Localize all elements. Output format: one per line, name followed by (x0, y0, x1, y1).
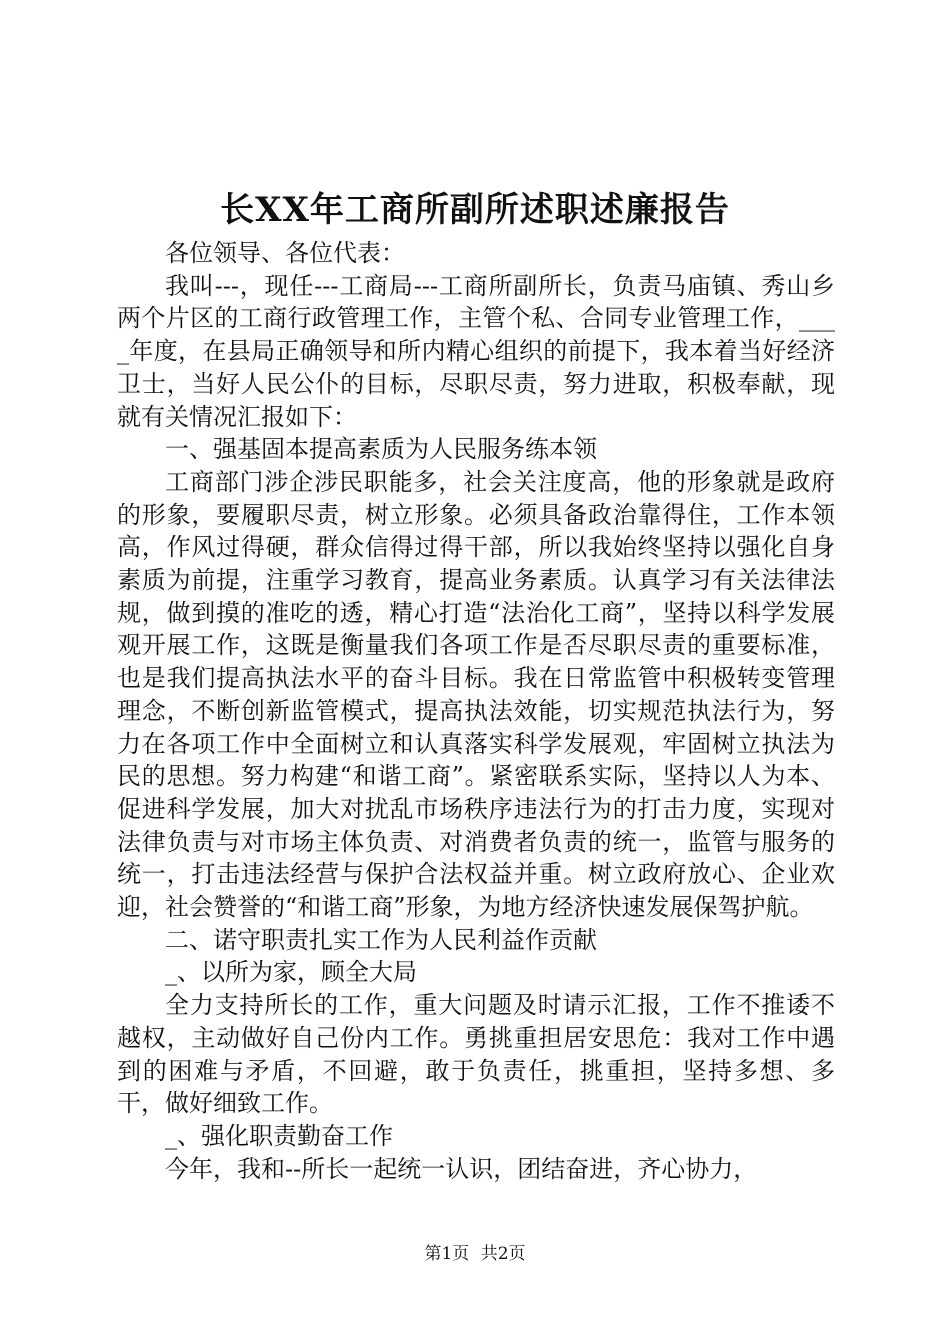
section-heading-1: 一、强基固本提高素质为人民服务练本领 (165, 435, 597, 464)
subsection-heading-2: _、强化职责勤奋工作 (165, 1121, 393, 1150)
subsection-1-paragraph: 全力支持所长的工作，重大问题及时请示汇报，工作不推诿不越权，主动做好自己份内工作。勇挑重担居安思危：我对工作中遇到的困难与矛盾，不回避，敢于负责任，挑重担，坚持多想、多干，做好细致工作。 (117, 991, 835, 1118)
subsection-heading-1: _、以所为家，顾全大局 (165, 958, 417, 987)
page-footer (0, 1243, 950, 1265)
salutation: 各位领导、各位代表： (165, 239, 405, 267)
intro-paragraph: 我叫---，现任---工商局---工商所副所长，负责马庙镇、秀山乡两个片区的工商行政管理工作，主管个私、合同专业管理工作，____年度，在县局正确领导和所内精心组织的前提下，我本着当好经济卫士，当好人民公仆的目标，尽职尽责，努力进取，积极奉献，现就有关情况汇报如下： (117, 271, 835, 431)
page-number: 第1页 (424, 1244, 470, 1264)
section-1-paragraph: 工商部门涉企涉民职能多，社会关注度高，他的形象就是政府的形象，要履职尽责，树立形象。必须具备政治靠得住，工作本领高，作风过得硬，群众信得过得干部，所以我始终坚持以强化自身素质为前提，注重学习教育，提高业务素质。认真学习有关法律法规，做到摸的准吃的透，精心打造“法治化工商”，坚持以科学发展观开展工作，这既是衡量我们各项工作是否尽职尽责的重要标准，也是我们提高执法水平的奋斗目标。我在日常监管中积极转变管理理念，不断创新监管模式，提高执法效能，切实规范执法行为，努力在各项工作中全面树立和认真落实科学发展观，牢固树立执法为民的思想。努力构建“和谐工商”。紧密联系实际，坚持以人为本、促进科学发展，加大对扰乱市场秩序违法行为的打击力度，实现对法律负责与对市场主体负责、对消费者负责的统一，监管与服务的统一，打击违法经营与保护合法权益并重。树立政府放心、企业欢迎，社会赞誉的“和谐工商”形象，为地方经济快速发展保驾护航。 (117, 467, 835, 922)
subsection-2-paragraph: 今年，我和--所长一起统一认识，团结奋进，齐心协力， (165, 1154, 758, 1183)
section-heading-2: 二、诺守职责扎实工作为人民利益作贡献 (165, 925, 597, 954)
document-title: 长XX年工商所副所述职述廉报告 (220, 190, 730, 230)
document-body (117, 237, 835, 1185)
page-total: 共2页 (480, 1244, 526, 1264)
